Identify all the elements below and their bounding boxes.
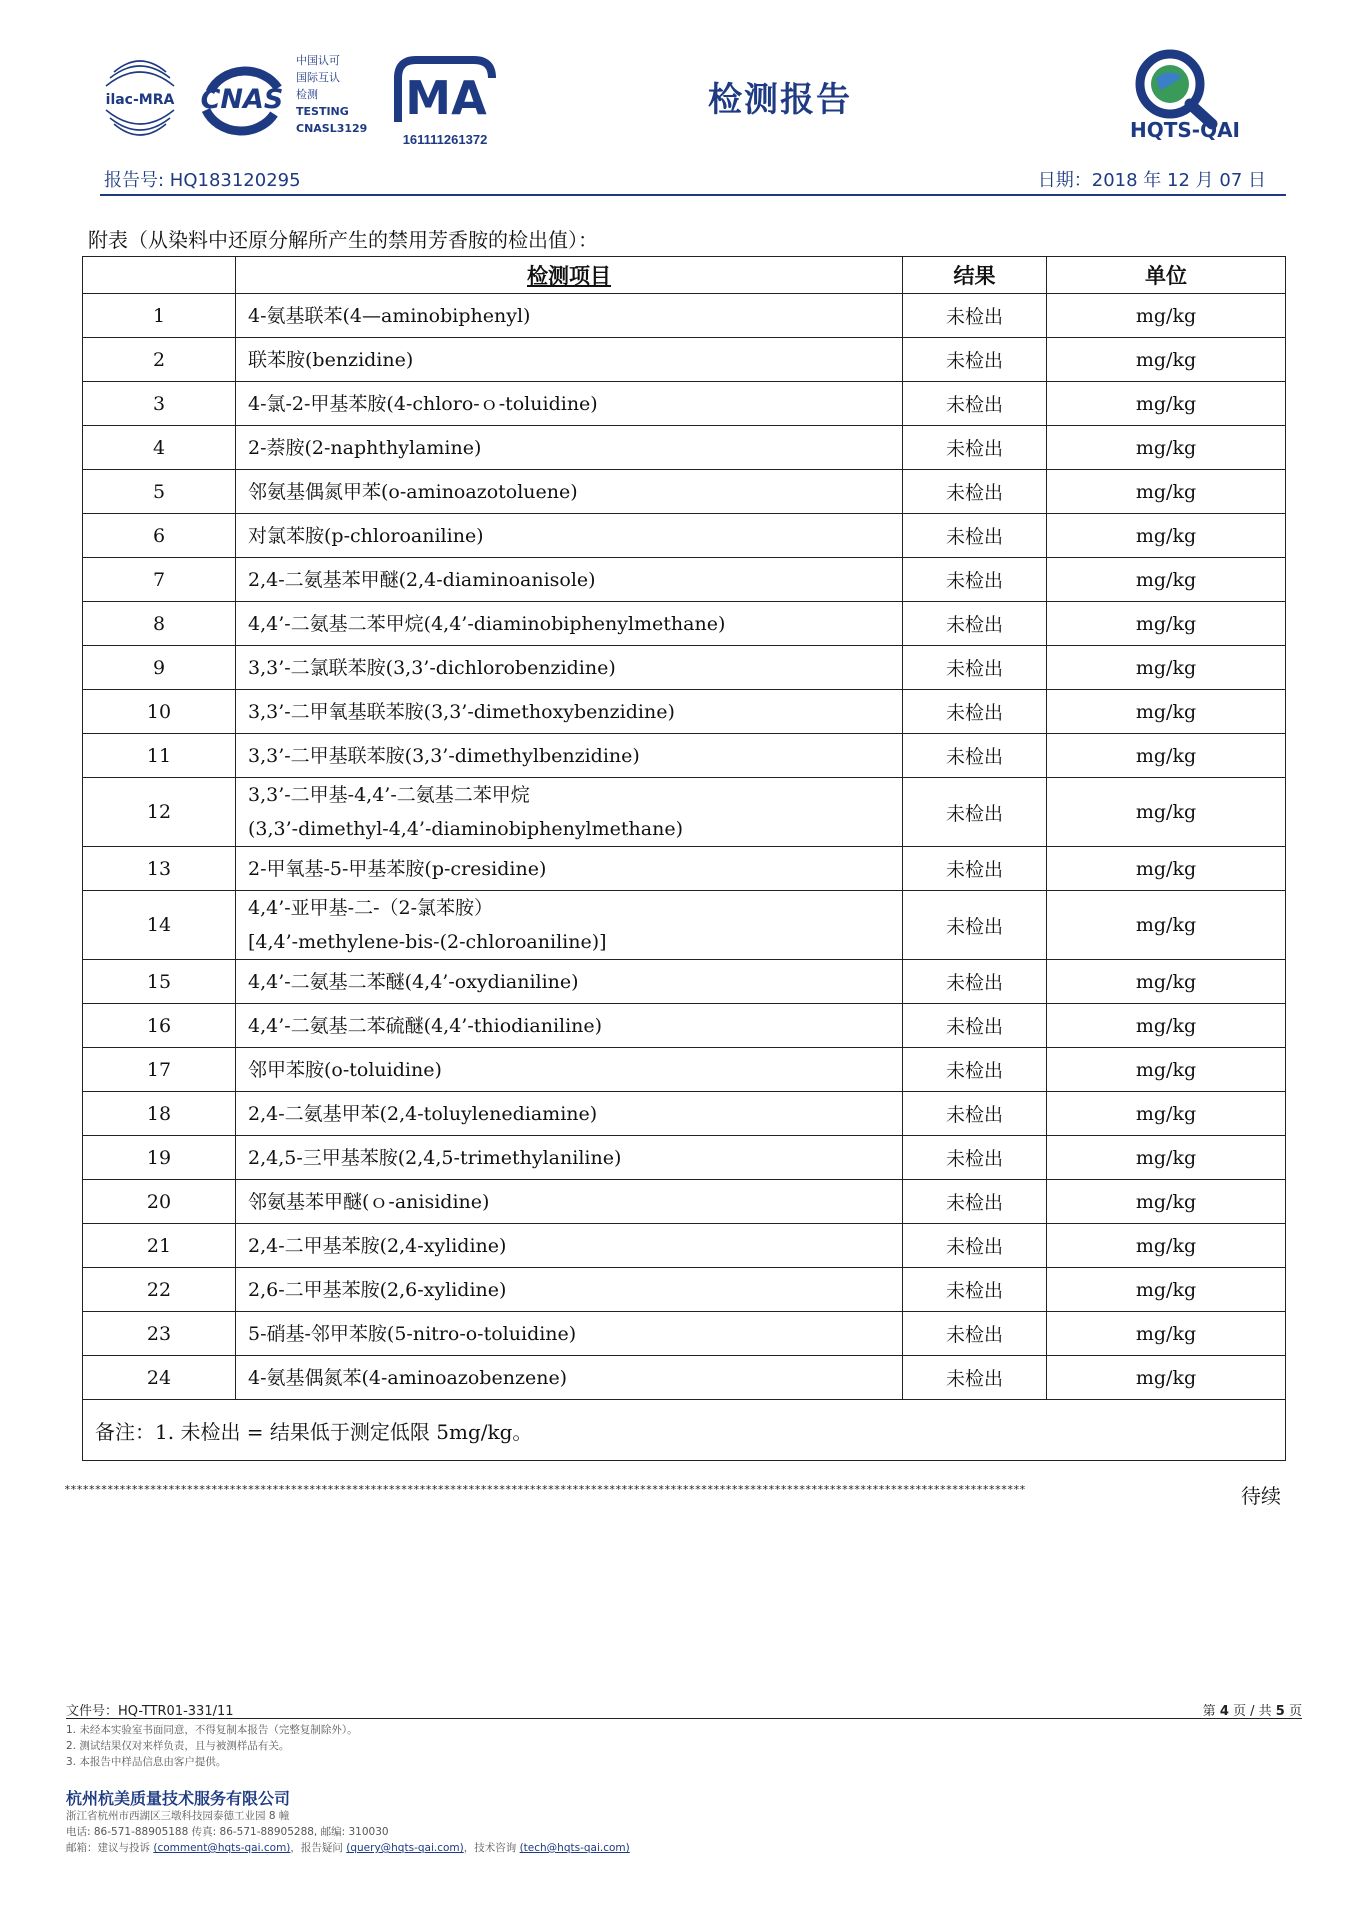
- row-result: 未检出: [903, 734, 1047, 778]
- row-item-name: [236, 1004, 903, 1048]
- ma-number: 161111261372: [402, 132, 488, 147]
- table-row: [83, 1136, 1286, 1180]
- item-name-line: 4-氨基联苯(4—aminobiphenyl): [248, 304, 531, 327]
- table-row: [83, 891, 1286, 960]
- row-unit: mg/kg: [1047, 514, 1286, 558]
- row-unit: mg/kg: [1047, 1136, 1286, 1180]
- row-unit: mg/kg: [1047, 558, 1286, 602]
- item-name-line: 对氯苯胺(p-chloroaniline): [248, 524, 484, 547]
- row-item-name: [236, 778, 903, 847]
- header-number: [83, 257, 236, 294]
- row-number: 12: [83, 778, 236, 847]
- footer-divider: [66, 1718, 1302, 1719]
- row-unit: mg/kg: [1047, 470, 1286, 514]
- row-result: 未检出: [903, 1180, 1047, 1224]
- row-number: 24: [83, 1356, 236, 1400]
- item-name-line: 3,3’-二甲氧基联苯胺(3,3’-dimethoxybenzidine): [248, 700, 675, 723]
- row-number: 14: [83, 891, 236, 960]
- table-row: [83, 734, 1286, 778]
- row-item-name: [236, 734, 903, 778]
- item-name-line: 5-硝基-邻甲苯胺(5-nitro-o-toluidine): [248, 1322, 577, 1345]
- cnas-text: 中国认可 国际互认 检测 TESTING CNASL3129: [296, 54, 368, 135]
- table-row: [83, 1180, 1286, 1224]
- row-number: 10: [83, 690, 236, 734]
- table-header-row: [83, 257, 1286, 294]
- row-number: 15: [83, 960, 236, 1004]
- table-row: [83, 426, 1286, 470]
- to-be-continued: 待续: [1241, 1484, 1281, 1508]
- row-number: 1: [83, 294, 236, 338]
- table-row: [83, 1268, 1286, 1312]
- company-phone: 电话: 86-571-88905188 传真: 86-571-88905288, 邮编: 310030: [66, 1826, 389, 1838]
- row-item-name: [236, 382, 903, 426]
- item-name-line: 4,4’-二氨基二苯硫醚(4,4’-thiodianiline): [248, 1014, 603, 1037]
- footer-note: 1. 未经本实验室书面同意，不得复制本报告（完整复制除外）。: [66, 1724, 358, 1736]
- item-name-line: 3,3’-二甲基联苯胺(3,3’-dimethylbenzidine): [248, 744, 640, 767]
- item-name-line: (3,3’-dimethyl-4,4’-diaminobiphenylmethane): [248, 818, 683, 840]
- row-result: 未检出: [903, 646, 1047, 690]
- row-unit: mg/kg: [1047, 1312, 1286, 1356]
- row-item-name: [236, 960, 903, 1004]
- row-unit: mg/kg: [1047, 1092, 1286, 1136]
- file-number: 文件号：HQ-TTR01-331/11: [66, 1704, 234, 1719]
- row-result: 未检出: [903, 602, 1047, 646]
- row-item-name: [236, 1224, 903, 1268]
- tech-email-link[interactable]: (tech@hqts-qai.com): [519, 1842, 630, 1854]
- table-row: [83, 847, 1286, 891]
- row-result: 未检出: [903, 847, 1047, 891]
- results-table: [82, 256, 1286, 1461]
- row-number: 6: [83, 514, 236, 558]
- ilac-mra-logo: [100, 48, 180, 148]
- row-number: 9: [83, 646, 236, 690]
- row-unit: mg/kg: [1047, 382, 1286, 426]
- row-unit: mg/kg: [1047, 1048, 1286, 1092]
- row-item-name: [236, 847, 903, 891]
- row-item-name: [236, 1092, 903, 1136]
- row-number: 7: [83, 558, 236, 602]
- row-item-name: [236, 514, 903, 558]
- table-row: [83, 558, 1286, 602]
- row-result: 未检出: [903, 1004, 1047, 1048]
- row-number: 16: [83, 1004, 236, 1048]
- table-row: [83, 382, 1286, 426]
- complaint-email-link[interactable]: (comment@hqts-qai.com): [153, 1842, 291, 1854]
- row-unit: mg/kg: [1047, 1004, 1286, 1048]
- item-name-line: 2,4-二氨基苯甲醚(2,4-diaminoanisole): [248, 568, 596, 591]
- row-unit: mg/kg: [1047, 338, 1286, 382]
- row-result: 未检出: [903, 426, 1047, 470]
- row-unit: mg/kg: [1047, 1180, 1286, 1224]
- row-item-name: [236, 294, 903, 338]
- row-result: 未检出: [903, 1048, 1047, 1092]
- row-unit: mg/kg: [1047, 690, 1286, 734]
- row-unit: mg/kg: [1047, 426, 1286, 470]
- row-unit: mg/kg: [1047, 602, 1286, 646]
- report-meta: [100, 166, 1286, 190]
- table-row: [83, 778, 1286, 847]
- row-result: 未检出: [903, 1356, 1047, 1400]
- row-number: 5: [83, 470, 236, 514]
- row-result: 未检出: [903, 470, 1047, 514]
- row-unit: mg/kg: [1047, 891, 1286, 960]
- row-unit: mg/kg: [1047, 1268, 1286, 1312]
- item-name-line: 2,6-二甲基苯胺(2,6-xylidine): [248, 1278, 507, 1301]
- report-date: 日期：2018 年 12 月 07 日: [1037, 170, 1266, 191]
- row-unit: mg/kg: [1047, 778, 1286, 847]
- end-of-section-stars: *************************************************************************************************************************************************************: [64, 1483, 1026, 1496]
- item-name-line: 4,4’-亚甲基-二-（2-氯苯胺）: [248, 897, 494, 919]
- row-result: 未检出: [903, 514, 1047, 558]
- svg-text:ilac-MRA: ilac-MRA: [105, 92, 175, 108]
- row-number: 21: [83, 1224, 236, 1268]
- svg-text:MA: MA: [405, 71, 487, 125]
- row-result: 未检出: [903, 294, 1047, 338]
- item-name-line: 4,4’-二氨基二苯甲烷(4,4’-diaminobiphenylmethane): [248, 612, 726, 635]
- item-name-line: 联苯胺(benzidine): [248, 348, 414, 371]
- table-row: [83, 514, 1286, 558]
- row-unit: mg/kg: [1047, 646, 1286, 690]
- row-result: 未检出: [903, 1268, 1047, 1312]
- row-unit: mg/kg: [1047, 847, 1286, 891]
- svg-text:CNAS: CNAS: [200, 84, 284, 115]
- company-address: 浙江省杭州市西湖区三墩科技园泰德工业园 8 幢: [66, 1810, 290, 1822]
- row-result: 未检出: [903, 778, 1047, 847]
- row-number: 8: [83, 602, 236, 646]
- row-number: 18: [83, 1092, 236, 1136]
- row-unit: mg/kg: [1047, 1356, 1286, 1400]
- table-row: [83, 1356, 1286, 1400]
- cnas-logo: [192, 54, 292, 144]
- table-row: [83, 1224, 1286, 1268]
- row-item-name: [236, 1312, 903, 1356]
- item-name-line: 2,4-二甲基苯胺(2,4-xylidine): [248, 1234, 507, 1257]
- header-divider: [100, 194, 1286, 196]
- table-row: [83, 960, 1286, 1004]
- item-name-line: [4,4’-methylene-bis-(2-chloroaniline)]: [248, 931, 607, 953]
- table-row: [83, 690, 1286, 734]
- row-item-name: [236, 646, 903, 690]
- row-result: 未检出: [903, 690, 1047, 734]
- row-item-name: [236, 426, 903, 470]
- row-item-name: [236, 1356, 903, 1400]
- row-item-name: [236, 602, 903, 646]
- row-result: 未检出: [903, 1092, 1047, 1136]
- row-result: 未检出: [903, 338, 1047, 382]
- row-item-name: [236, 1268, 903, 1312]
- row-result: 未检出: [903, 1224, 1047, 1268]
- hqts-qai-wordmark: HQTS-QAI: [1129, 118, 1240, 142]
- table-row: [83, 470, 1286, 514]
- row-item-name: [236, 1048, 903, 1092]
- table-row: [83, 1312, 1286, 1356]
- row-result: 未检出: [903, 1136, 1047, 1180]
- table-row: [83, 1048, 1286, 1092]
- table-row: [83, 646, 1286, 690]
- item-name-line: 2-甲氧基-5-甲基苯胺(p-cresidine): [248, 857, 547, 880]
- row-item-name: [236, 690, 903, 734]
- item-name-line: 2,4,5-三甲基苯胺(2,4,5-trimethylaniline): [248, 1146, 622, 1169]
- page-number: 第 4 页 / 共 5 页: [1202, 1704, 1302, 1719]
- row-number: 2: [83, 338, 236, 382]
- item-name-line: 邻氨基苯甲醚(ｏ-anisidine): [248, 1190, 490, 1213]
- row-item-name: [236, 1136, 903, 1180]
- row-item-name: [236, 1180, 903, 1224]
- company-email-line: 邮箱：建议与投诉 (comment@hqts-qai.com)，报告疑问 (query@hqts-qai.com)，技术咨询 (tech@hqts-qai.com): [66, 1842, 630, 1854]
- row-unit: mg/kg: [1047, 294, 1286, 338]
- report-title: 检测报告: [708, 80, 852, 120]
- table-note: 备注：1. 未检出 = 结果低于测定低限 5mg/kg。: [83, 1400, 1286, 1461]
- table-caption: 附表（从染料中还原分解所产生的禁用芳香胺的检出值）：: [88, 228, 598, 252]
- row-number: 4: [83, 426, 236, 470]
- row-result: 未检出: [903, 558, 1047, 602]
- row-item-name: [236, 558, 903, 602]
- row-unit: mg/kg: [1047, 1224, 1286, 1268]
- row-result: 未检出: [903, 891, 1047, 960]
- row-item-name: [236, 891, 903, 960]
- row-item-name: [236, 470, 903, 514]
- row-number: 22: [83, 1268, 236, 1312]
- item-name-line: 2,4-二氨基甲苯(2,4-toluylenediamine): [248, 1102, 598, 1125]
- item-name-line: 邻氨基偶氮甲苯(o-aminoazotoluene): [248, 480, 578, 503]
- row-result: 未检出: [903, 1312, 1047, 1356]
- row-number: 17: [83, 1048, 236, 1092]
- table-row: [83, 338, 1286, 382]
- row-number: 13: [83, 847, 236, 891]
- item-name-line: 4-氯-2-甲基苯胺(4-chloro-ｏ-toluidine): [248, 392, 598, 415]
- item-name-line: 4-氨基偶氮苯(4-aminoazobenzene): [248, 1366, 568, 1389]
- row-unit: mg/kg: [1047, 734, 1286, 778]
- row-number: 20: [83, 1180, 236, 1224]
- row-unit: mg/kg: [1047, 960, 1286, 1004]
- accreditation-logos: [100, 44, 520, 154]
- row-result: 未检出: [903, 382, 1047, 426]
- row-item-name: [236, 338, 903, 382]
- row-number: 19: [83, 1136, 236, 1180]
- item-name-line: 2-萘胺(2-naphthylamine): [248, 436, 482, 459]
- row-number: 11: [83, 734, 236, 778]
- table-row: [83, 602, 1286, 646]
- header-result: 结果: [903, 257, 1047, 294]
- table-row: [83, 294, 1286, 338]
- row-result: 未检出: [903, 960, 1047, 1004]
- item-name-line: 3,3’-二甲基-4,4’-二氨基二苯甲烷: [248, 784, 530, 806]
- query-email-link[interactable]: (query@hqts-qai.com): [346, 1842, 464, 1854]
- row-number: 23: [83, 1312, 236, 1356]
- footer-note: 2. 测试结果仅对来样负责，且与被测样品有关。: [66, 1740, 290, 1752]
- ma-logo: [390, 52, 500, 132]
- report-number: 报告号: HQ183120295: [104, 170, 301, 191]
- header-item: 检测项目: [236, 257, 903, 294]
- table-note-row: [83, 1400, 1286, 1461]
- footer-note: 3. 本报告中样品信息由客户提供。: [66, 1756, 227, 1768]
- item-name-line: 邻甲苯胺(o-toluidine): [248, 1058, 442, 1081]
- footer-notes: [66, 1722, 358, 1770]
- row-number: 3: [83, 382, 236, 426]
- table-row: [83, 1092, 1286, 1136]
- item-name-line: 3,3’-二氯联苯胺(3,3’-dichlorobenzidine): [248, 656, 616, 679]
- company-name: 杭州杭美质量技术服务有限公司: [66, 1789, 291, 1808]
- item-name-line: 4,4’-二氨基二苯醚(4,4’-oxydianiline): [248, 970, 579, 993]
- company-contact: [66, 1808, 630, 1856]
- table-row: [83, 1004, 1286, 1048]
- header-unit: 单位: [1047, 257, 1286, 294]
